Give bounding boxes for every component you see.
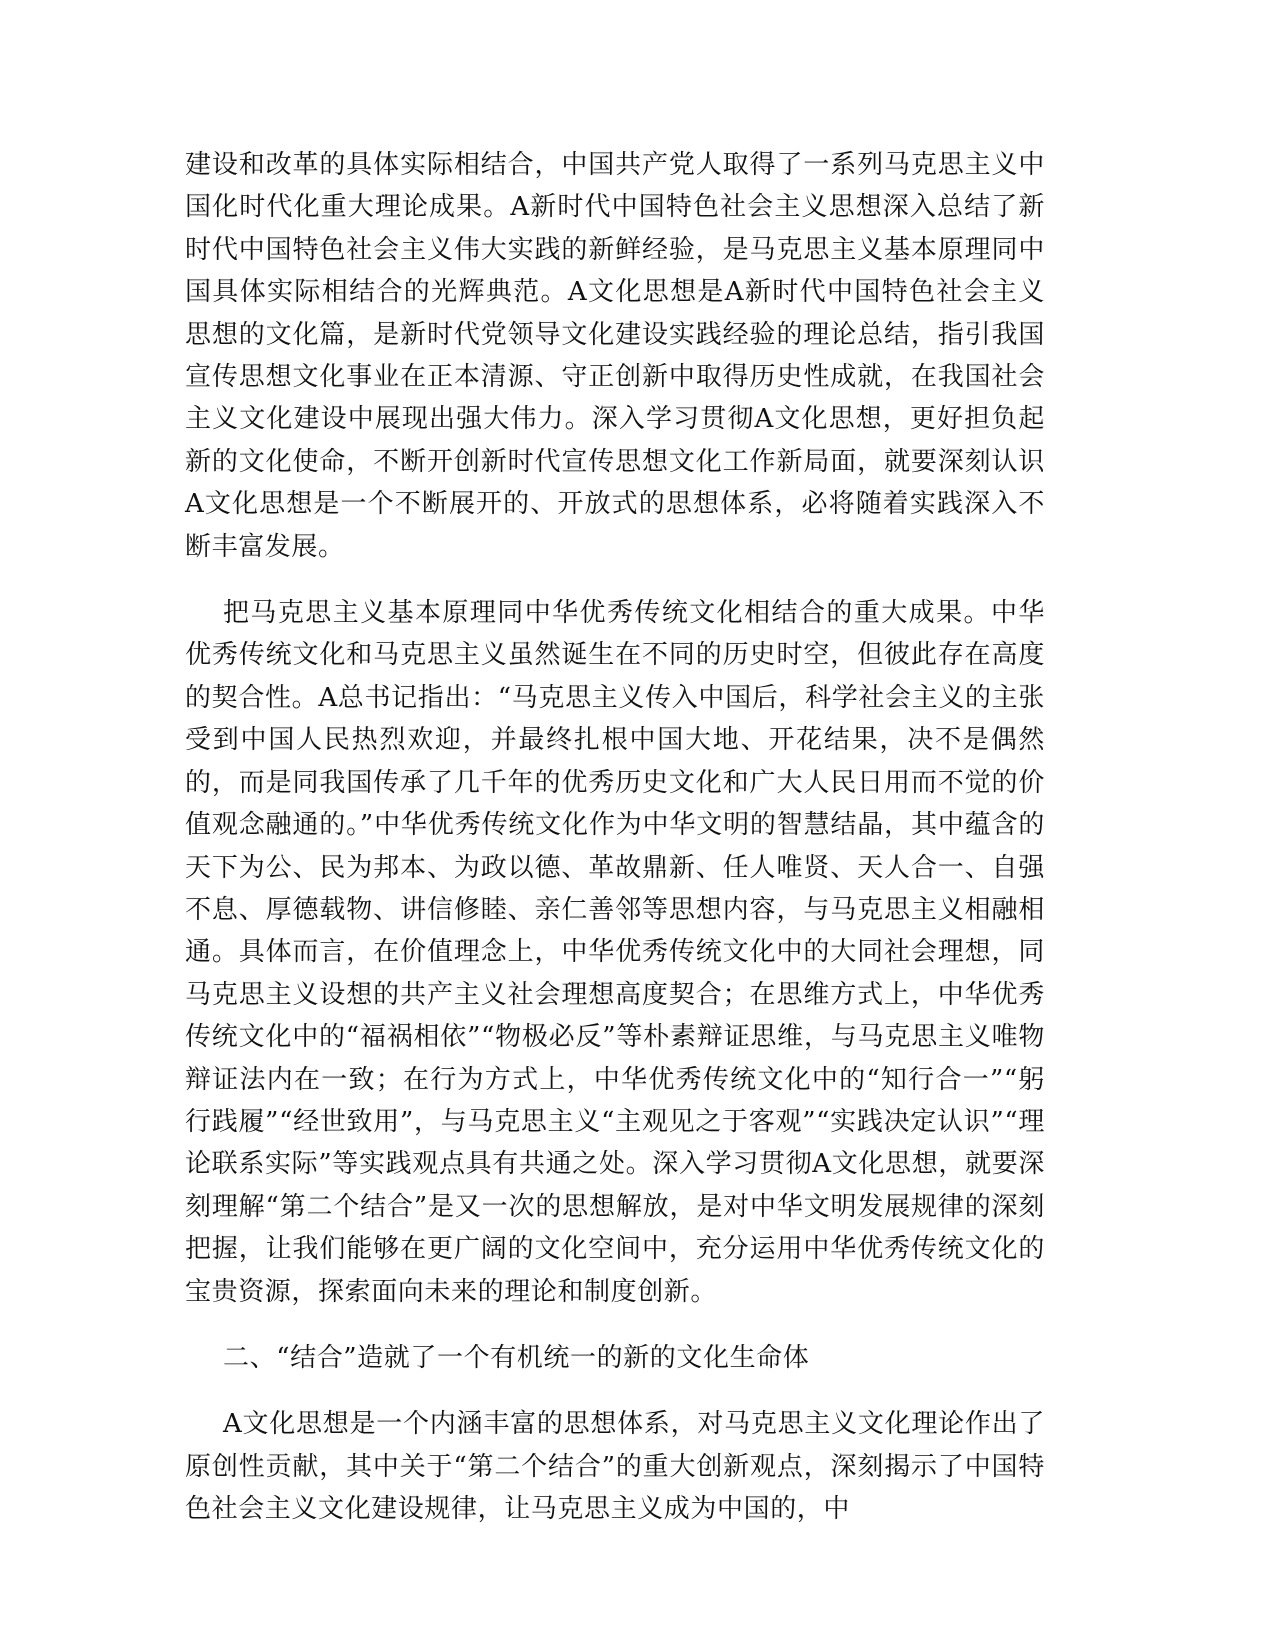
document-body xyxy=(185,144,1045,1531)
paragraph-culture-thought: A文化思想是一个内涵丰富的思想体系，对马克思主义文化理论作出了原创性贡献，其中关于“第二个结合”的重大创新观点，深刻揭示了中国特色社会主义文化建设规律，让马克思主义成为中国的，中 xyxy=(185,1409,1045,1525)
paragraph-second-combination: 把马克思主义基本原理同中华优秀传统文化相结合的重大成果。中华优秀传统文化和马克思主义虽然诞生在不同的历史时空，但彼此存在高度的契合性。A总书记指出：“马克思主义传入中国后，科学社会主义的主张受到中国人民热烈欢迎，并最终扎根中国大地、开花结果，决不是偶然的，而是同我国传承了几千年的优秀历史文化和广大人民日用而不觉的价值观念融通的。”中华优秀传统文化作为中华文明的智慧结晶，其中蕴含的天下为公、民为邦本、为政以德、革故鼎新、任人唯贤、天人合一、自强不息、厚德载物、讲信修睦、亲仁善邻等思想内容，与马克思主义相融相通。具体而言，在价值理念上，中华优秀传统文化中的大同社会理想，同马克思主义设想的共产主义社会理想高度契合；在思维方式上，中华优秀传统文化中的“福祸相依”“物极必反”等朴素辩证思维，与马克思主义唯物辩证法内在一致；在行为方式上，中华优秀传统文化中的“知行合一”“躬行践履”“经世致用”，与马克思主义“主观见之于客观”“实践决定认识”“理论联系实际”等实践观点具有共通之处。深入学习贯彻A文化思想，就要深刻理解“第二个结合”是又一次的思想解放，是对中华文明发展规律的深刻把握，让我们能够在更广阔的文化空间中，充分运用中华优秀传统文化的宝贵资源，探索面向未来的理论和制度创新。 xyxy=(185,598,1045,1307)
paragraph-continued-intro: 建设和改革的具体实际相结合，中国共产党人取得了一系列马克思主义中国化时代化重大理论成果。A新时代中国特色社会主义思想深入总结了新时代中国特色社会主义伟大实践的新鲜经验，是马克思主义基本原理同中国具体实际相结合的光辉典范。A文化思想是A新时代中国特色社会主义思想的文化篇，是新时代党领导文化建设实践经验的理论总结，指引我国宣传思想文化事业在正本清源、守正创新中取得历史性成就，在我国社会主义文化建设中展现出强大伟力。深入学习贯彻A文化思想，更好担负起新的文化使命，不断开创新时代宣传思想文化工作新局面，就要深刻认识A文化思想是一个不断展开的、开放式的思想体系，必将随着实践深入不断丰富发展。 xyxy=(185,150,1045,562)
section-heading-two: 二、“结合”造就了一个有机统一的新的文化生命体 xyxy=(223,1342,810,1373)
